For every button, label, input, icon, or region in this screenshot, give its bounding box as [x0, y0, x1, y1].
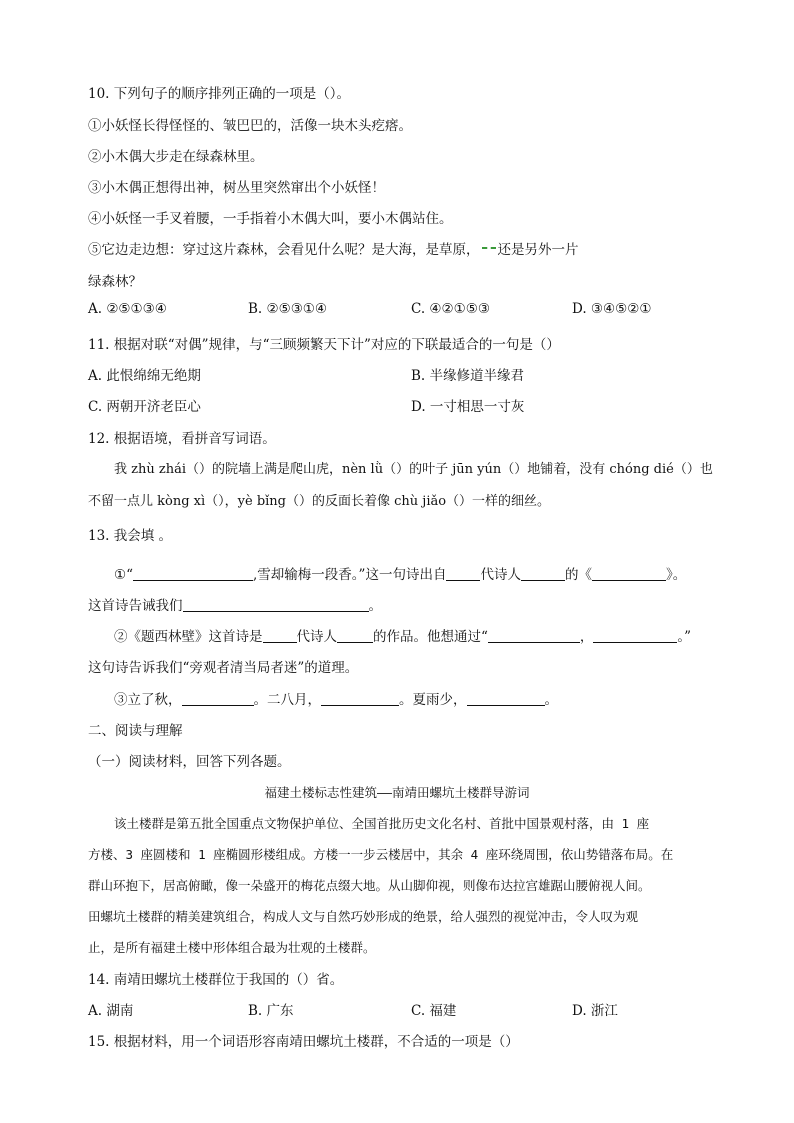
q10-sentence-4: ④小妖怪一手叉着腰，一手指着小木偶大叫，要小木偶站住。	[88, 211, 453, 227]
q13-text: 代诗人	[296, 629, 337, 645]
q10-sentence-5-cont: 绿森林？	[88, 274, 142, 290]
q13-text: 代诗人	[480, 567, 521, 583]
q13-stem: 13. 我会填 。	[88, 528, 173, 544]
q12-paragraph-1: 我 zhù zhái（）的院墙上满是爬山虎，nèn lǜ（）的叶子 jūn yún（）地铺着，没有 chóng dié（）也	[114, 462, 713, 477]
q13-text: 。”	[677, 629, 692, 645]
q13-text: ①“	[114, 567, 134, 583]
q13-item-2-line2: 这句诗告诉我们“旁观者清当局者迷”的道理。	[88, 660, 359, 676]
q13-text: ③立了秋，	[114, 692, 182, 708]
q13-text: 。	[368, 598, 382, 614]
q10-option-b[interactable]: B. ②⑤③①④	[248, 301, 328, 317]
q13-item-3	[114, 688, 558, 708]
q10-sentence-2: ②小木偶大步走在绿森林里。	[88, 149, 264, 165]
blank-dynasty-2[interactable]	[263, 629, 297, 643]
blank-lesson[interactable]	[183, 598, 369, 612]
q13-text: 。	[544, 692, 558, 708]
blank-verse-1[interactable]	[488, 629, 580, 643]
passage-line: 群山环抱下，居高俯瞰，像一朵盛开的梅花点缀大地。从山脚仰视，则像布达拉宫雄踞山腰俯视人间。	[88, 878, 651, 893]
passage-line: 田螺坑土楼群的精美建筑组合，构成人文与自然巧妙形成的绝景，给人强烈的视觉冲击，令人叹为观	[88, 909, 639, 924]
blank-verse-2[interactable]	[593, 629, 677, 643]
blank-poet[interactable]	[521, 567, 565, 581]
blank-poem-line[interactable]	[133, 567, 253, 581]
q14-stem: 14. 南靖田螺坑土楼群位于我国的（）省。	[88, 972, 344, 988]
passage-line: 方楼、3 座圆楼和 1 座椭圆形楼组成。方楼一一步云楼居中，其余 4 座环绕周围，依山势错落布局。在	[88, 847, 674, 862]
q13-text: 。夏雨少，	[399, 692, 467, 708]
q10-option-d[interactable]: D. ③④⑤②①	[572, 301, 652, 317]
q13-text: ②《题西林壁》这首诗是	[114, 629, 263, 645]
passage-title: 福建土楼标志性建筑——南靖田螺坑土楼群导游词	[264, 785, 530, 800]
section-subheading: （一）阅读材料，回答下列各题。	[88, 754, 291, 770]
q13-text: ，	[579, 629, 594, 645]
section-heading: 二、阅读与理解	[88, 723, 183, 739]
q13-text: 这首诗告诫我们	[88, 598, 183, 614]
blank-poet-2[interactable]	[337, 629, 373, 643]
q10-sentence-5-a: ⑤它边走边想：穿过这片森林，会看见什么呢？是大海，是草原，	[88, 242, 480, 258]
q14-option-c[interactable]: C. 福建	[411, 1003, 457, 1019]
q11-stem: 11. 根据对联“对偶”规律，与“三顾频繁天下计”对应的下联最适合的一句是（）	[88, 337, 560, 353]
blank-dynasty[interactable]	[446, 567, 480, 581]
q13-text: ,雪却输梅一段香。”这一句诗出自	[253, 567, 447, 583]
q13-text: 。二八月，	[253, 692, 321, 708]
q10-sentence-5	[88, 238, 579, 258]
q12-paragraph-2: 不留一点儿 kòng xì（），yè bǐng（）的反面长着像 chù jiǎo（）一样的细丝。	[88, 494, 551, 509]
q13-text: 的《	[564, 567, 592, 583]
q13-text: 》。	[665, 567, 687, 583]
blank-proverb-2[interactable]	[321, 692, 399, 706]
q10-option-c[interactable]: C. ④②①⑤③	[411, 301, 490, 317]
q11-option-d[interactable]: D. 一寸相思一寸灰	[411, 399, 525, 415]
q13-item-1	[114, 563, 686, 583]
q10-stem: 10. 下列句子的顺序排列正确的一项是（）。	[88, 86, 351, 102]
blank-proverb-3[interactable]	[467, 692, 545, 706]
q10-option-a[interactable]: A. ②⑤①③④	[88, 301, 167, 317]
q10-sentence-3: ③小木偶正想得出神，树丛里突然窜出个小妖怪！	[88, 180, 385, 196]
q10-sentence-1: ①小妖怪长得怪怪的、皱巴巴的，活像一块木头疙瘩。	[88, 118, 412, 134]
passage-line: 该土楼群是第五批全国重点文物保护单位、全国首批历史文化名村、首批中国景观村落，由 1 座	[114, 816, 650, 831]
q14-option-a[interactable]: A. 湖南	[88, 1003, 134, 1019]
q14-option-b[interactable]: B. 广东	[248, 1003, 294, 1019]
q11-option-c[interactable]: C. 两朝开济老臣心	[88, 399, 201, 415]
q13-item-1-line2	[88, 594, 382, 614]
q11-option-b[interactable]: B. 半缘修道半缘君	[411, 368, 525, 384]
q11-option-a[interactable]: A. 此恨绵绵无绝期	[88, 368, 201, 384]
q13-text: 的作品。他想通过“	[373, 629, 488, 645]
q14-option-d[interactable]: D. 浙江	[572, 1003, 618, 1019]
dash-mark	[482, 247, 496, 249]
q15-stem: 15. 根据材料，用一个词语形容南靖田螺坑土楼群，不合适的一项是（）	[88, 1034, 519, 1050]
q13-item-2	[114, 625, 691, 645]
q12-stem: 12. 根据语境，看拼音写词语。	[88, 431, 276, 447]
blank-poem-title[interactable]	[592, 567, 666, 581]
blank-proverb-1[interactable]	[182, 692, 254, 706]
q10-sentence-5-b: 还是另外一片	[497, 242, 579, 258]
passage-line: 止，是所有福建土楼中形体组合最为壮观的土楼群。	[88, 940, 376, 955]
